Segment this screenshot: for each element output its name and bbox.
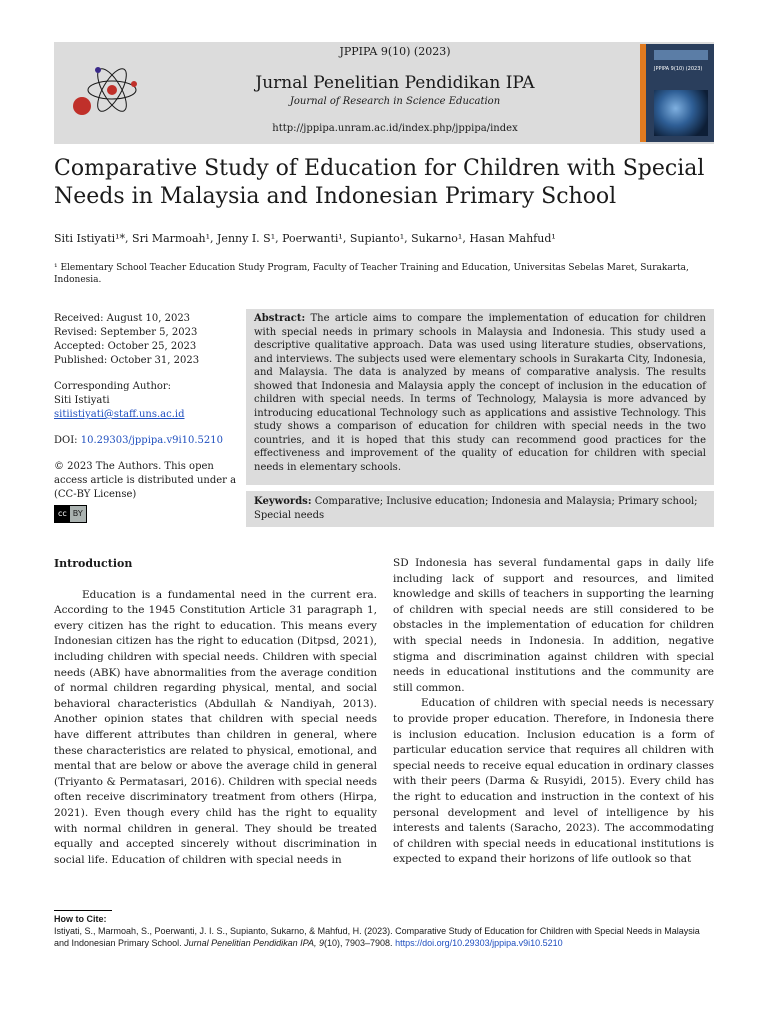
article-metadata [54, 312, 240, 523]
how-to-cite [54, 913, 716, 949]
citation-journal: Jurnal Penelitian Pendidikan IPA, 9 [184, 938, 324, 948]
corresponding-label: Corresponding Author: [54, 381, 172, 392]
journal-url[interactable]: http://jppipa.unram.ac.id/index.php/jppipa/index [272, 123, 518, 134]
cc-icon: cc [55, 506, 70, 522]
corresponding-name: Siti Istiyati [54, 395, 110, 406]
logo-crescent-red [73, 97, 91, 115]
introduction-heading: Introduction [54, 557, 133, 570]
corresponding-email-link[interactable]: sitiistiyati@staff.uns.ac.id [54, 409, 185, 420]
doi-link[interactable]: 10.29303/jppipa.v9i10.5210 [80, 435, 224, 446]
affiliation: ¹ Elementary School Teacher Education Study Program, Faculty of Teacher Training and Education, Universitas Sebelas Maret, Surakarta, Indonesia. [54, 263, 689, 285]
body-paragraph: Education is a fundamental need in the current era. According to the 1945 Constitution Article 31 paragraph 1, every citizen has the right to education. This means every Indonesian citizen has the right to education (Ditpsd, 2021), including children with special needs. Children with special needs (ABK) have abnormalities from the average condition of normal children regarding physical, mental, and social behavioral characteristics (Abdullah & Nandiyah, 2013). Another opinion states that children with special needs have different attributes than children in general, where these characteristics are related to physical, emotional, and mental that are below or above the average child in general (Triyanto & Permatasari, 2016). Children with special needs often receive discriminatory treatment from others (Hirpa, 2021). Even though every child has the right to equality with normal children in general. They should be treated equally and accepted sincerely without discrimination in social life. Education of children with special needs in [54, 588, 377, 866]
cc-by-license-icon[interactable] [54, 505, 87, 523]
doi-label: DOI: [54, 435, 81, 446]
author-list: Siti Istiyati¹*, Sri Marmoah¹, Jenny I. S¹, Poerwanti¹, Supianto¹, Sukarno¹, Hasan Mahfud¹ [54, 232, 556, 245]
abstract-text: The article aims to compare the implementation of education for children with special needs in primary schools in Malaysia and Indonesia. This study used a descriptive qualitative approach. Data was used using literature studies, observations, and interviews. The subjects used were elementary schools in Surakarta City, Indonesia, and Malaysia. The data is analyzed by means of comparative analysis. The results showed that Indonesia and Malaysia apply the concept of inclusion in the education of children with special needs. In terms of Technology, Malaysia is more advanced by introducing educational Technology such as applications and assistive Technology. This study shows a comparison of education for children with special needs in the two countries, and it is hoped that this study can recommend good practices for the effectiveness and improvement of the quality of education for children with special needs in elementary schools. [254, 313, 706, 473]
journal-cover-thumbnail [640, 44, 714, 142]
paper-title: Comparative Study of Education for Children with Special Needs in Malaysia and Indonesian Primary School [54, 156, 705, 209]
citation-text: Istiyati, S., Marmoah, S., Poerwanti, J. I. S., Supianto, Sukarno, & Mahfud, H. (2023). Comparative Study of Education for Children with Special Needs in Malaysia and Indonesian Primary School. [54, 926, 700, 948]
keywords-text: Comparative; Inclusive education; Indonesia and Malaysia; Primary school; Special needs [254, 496, 698, 521]
body-column-left [54, 556, 377, 868]
keywords-label: Keywords: [254, 496, 312, 507]
received-date: Received: August 10, 2023 [54, 313, 191, 324]
citation-issue: (10), 7903–7908. [324, 938, 396, 948]
cover-title: JPPIPA 9(10) (2023) [654, 66, 703, 72]
body-paragraph: SD Indonesia has several fundamental gaps in daily life including lack of support and resources, and limited knowledge and skills of teachers in supporting the learning of children with special needs are still considered to be obstacles in the implementation of education for children with special needs in Indonesia. In addition, negative stigma and discrimination against children with special needs in educational institutions and the community are still common. [393, 557, 714, 694]
abstract-box [246, 309, 714, 485]
doi-line [54, 434, 240, 448]
footnote-divider [54, 910, 112, 911]
body-paragraph: Education of children with special needs is necessary to provide proper education. Therefore, in Indonesia there is inclusion education. Inclusion education is a form of particular education service that requires all children with special needs to receive equal education in ordinary classes with their peers (Darma & Rusyidi, 2015). Every child has the right to education and instruction in the context of his personal development and level of intelligence by his interests and talents (Saracho, 2023). The accommodating of children with special needs in educational institutions is expected to expand their horizons of life outlook so that [393, 697, 714, 866]
accepted-date: Accepted: October 25, 2023 [54, 341, 197, 352]
keywords-box [246, 491, 714, 527]
by-icon: BY [72, 509, 83, 518]
citation-doi-link[interactable]: https://doi.org/10.29303/jppipa.v9i10.5210 [395, 938, 563, 948]
revised-date: Revised: September 5, 2023 [54, 327, 198, 338]
published-date: Published: October 31, 2023 [54, 355, 200, 366]
abstract-label: Abstract: [254, 313, 306, 324]
journal-subtitle: Journal of Research in Science Education [289, 96, 501, 107]
logo-crescent [64, 54, 128, 137]
journal-name: Jurnal Penelitian Pendidikan IPA [255, 73, 535, 93]
journal-logo [58, 44, 154, 140]
journal-volume: JPPIPA 9(10) (2023) [339, 45, 451, 58]
body-column-right [393, 556, 714, 868]
how-to-cite-label: How to Cite: [54, 914, 107, 924]
license-text: © 2023 The Authors. This open access article is distributed under a (CC-BY License) [54, 461, 237, 500]
